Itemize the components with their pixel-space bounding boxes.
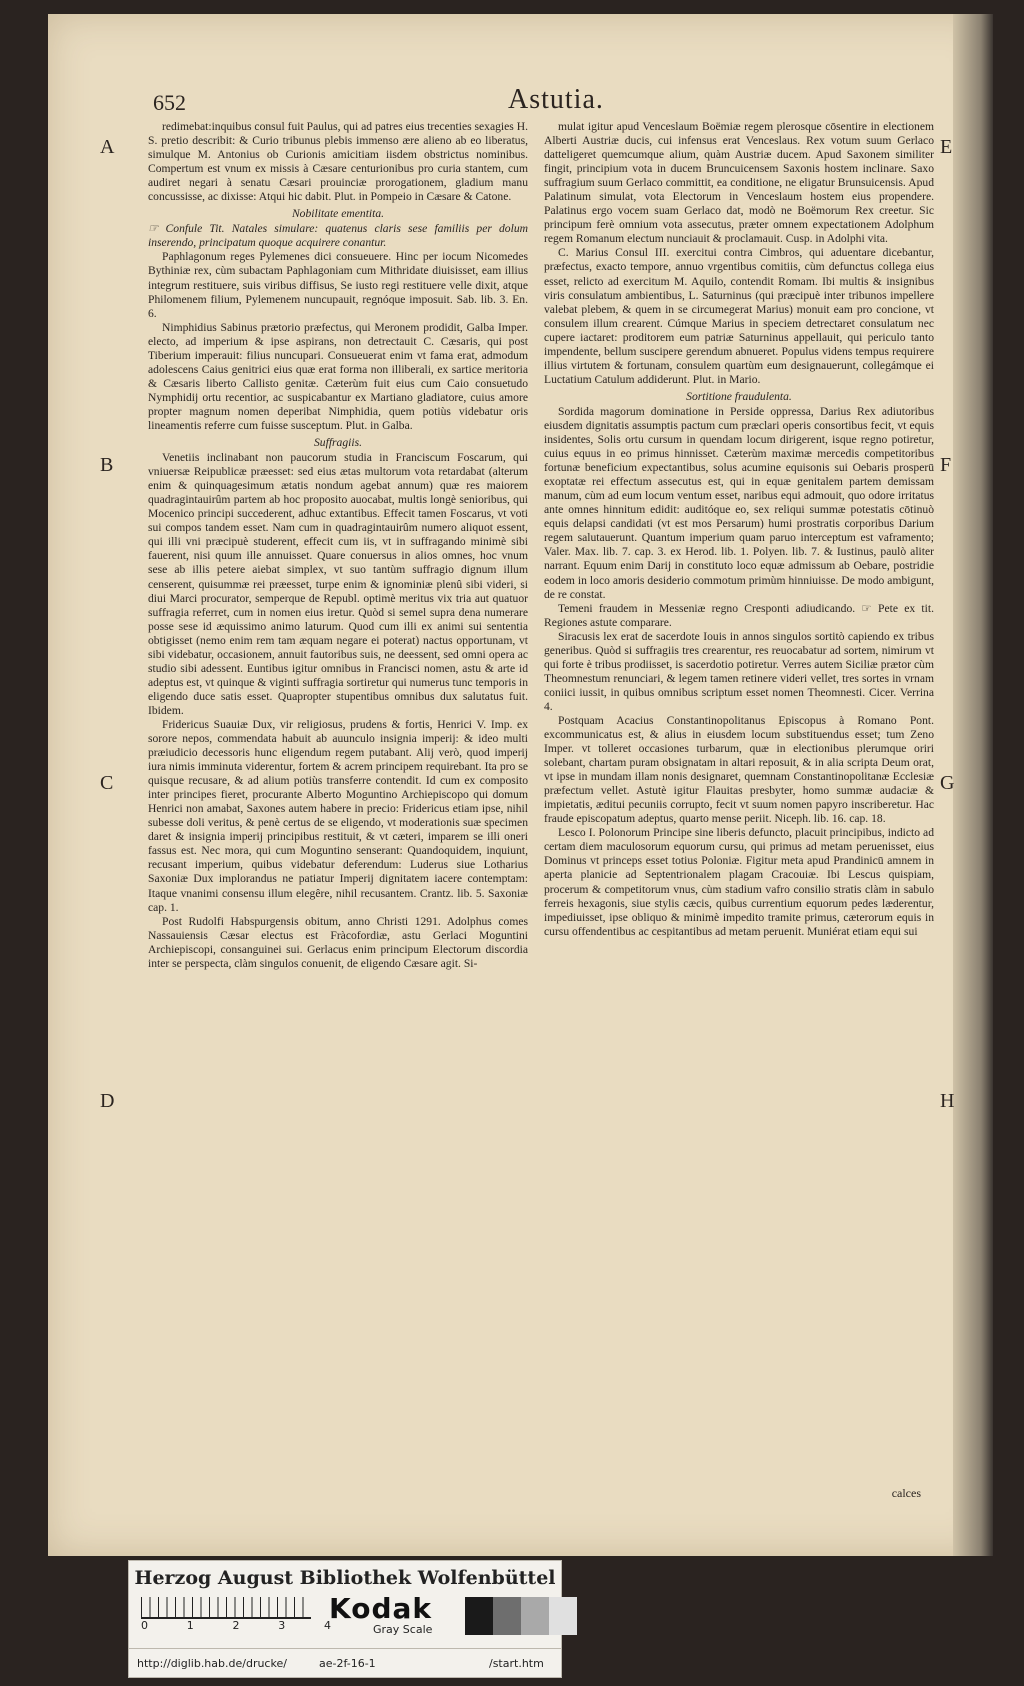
margin-letter-b: B (100, 454, 114, 476)
running-title: Astutia. (508, 84, 604, 115)
paragraph: Sordida magorum dominatione in Perside oppressa, Darius Rex adiutoribus eiusdem dignitatis assumptis pactum cum præclari operis consortibus fecit, vt equis insidentes, Solis ortu cursum in quendam locum dirigerent, isque regno potiretur, cuius equus in eo primus hinnisset. Cæterùm maximæ mercedis competitoribus fortunæ beneficium expectantibus, solus acumine equisonis sui Oebaris prosperū exoptatæ rei effectum assecutus est, qui in equæ genitalem partem demissam manum, cùm ad eum locum ventum esset, naribus equi admouit, quo odore irritatus ante omnes hinnitum edidit: auditóque eo, sex reliqui summæ potestatis cōtinuò equis delapsi candidati (vt est mos Persarum) humi prostratis corporibus Darium regem salutauerunt. Quantum imperium quam paruo interceptum est vaframento; Valer. Max. lib. 7. cap. 3. ex Herod. lib. 1. Polyen. lib. 7. & Iustinus, paulò aliter narrant. Equum enim Darij in constituto loco equæ admissum ab Oebare, postridie eodem in loco amoris desiderio commotum primùm hinniuisse. De modo ambigunt, de re constat. (544, 404, 934, 601)
paragraph: Postquam Acacius Constantinopolitanus Episcopus à Romano Pont. excommunicatus est, & alius in eiusdem locum substituendus esset; tum Zeno Imper. vt tolleret occasiones turbarum, quæ in electionibus plerumque oriri solebant, chartam puram obsignatam in altari reposuit, & in alia scripta Deum orat, vt ipse in mundam illam nonis designaret, quemnam Constantinopolitanæ Ecclesiæ præfectum vellet. Astutè igitur Flauitas presbyter, homo summæ audaciæ & impietatis, æditui pecuniis corrupto, fecit vt suum nomen papyro inscriberetur. Hac fraude episcopatum adeptus, quarto mense periit. Niceph. lib. 16. cap. 18. (544, 713, 934, 826)
catchword: calces (891, 1486, 921, 1500)
library-name: Herzog August Bibliothek Wolfenbüttel (134, 1567, 556, 1589)
paragraph: C. Marius Consul III. exercitui contra Cimbros, qui aduentare dicebantur, præfectus, exacto tempore, annuo vrgentibus comitiis, cùm defunctus collega eius esset, relicto ad exercitum M. Aquilo, contendit Romam. Ibi multis & insignibus viris consulatum ambientibus, L. Saturninus (qui præcipuè inter tribunos impellere valebat plebem, & quem in se circumegerat Marius) monuit eam pro concione, vt consulem illum crearent. Cúmque Marius in speciem detrectaret consulatum nec cupere iactaret: proditorem eum patriæ Saturninus appellauit, qui periculo tanto impendente, bellum suscipere gerendum abnueret. Populus videns tempus requirere illius virtutem & fortunam, consulem quartùm eum designauerunt, collegámque ei Luctatium Catulum addiderunt. Plut. in Mario. (544, 246, 934, 386)
margin-letter-f: F (940, 454, 952, 476)
paragraph: Fridericus Suauiæ Dux, vir religiosus, prudens & fortis, Henrici V. Imp. ex sorore nepos, commendata habuit ab auunculo insignia imperij: & ideo multi præiudicio decessoris hunc eligendum regem putabant. Alij verò, quod imperij iura nimis imminuta viderentur, fortem & acrem principem requirebant. Ita pro se quisque recusare, & ad alium potiùs transferre contendit. Id cum ex composito inter principes fieret, procurante Alberto Moguntino Archiepiscopo qui domum Henrici non amabat, Saxones autem habere in precio: Fridericus etiam ipse, nihil subesse doli veritus, & penè certus de se eligendo, vt moderationis suæ specimen daret & insignia imperij principibus restituit, & vt cæteri, imparem se illi oneri fassus est. Nec mora, qui cum Moguntino senserant: Quandoquidem, inquiunt, recusant imperium, quibus videbatur deferendum: Luderus siue Lotharius Saxoniæ Dux implorandus ne patiatur Imperij dignitatem iacere contemptam: Itaque vnanimi consensu illum elegêre, nihil recusantem. Crantz. lib. 5. Saxoniæ cap. 1. (148, 717, 528, 914)
gray-scale-patches (465, 1597, 577, 1635)
paragraph: Venetiis inclinabant non paucorum studia in Franciscum Foscarum, qui vniuersæ Reipublicæ præesset: sed eius ætas multorum vota retardabat (alterum enim & quinquagesimum ætatis nondum agebat annum) quæ res maiorem quadragintauirûm partem ab hoc proposito auocabat, multis longè senioribus, qui Mocenico principi succederent, adhuc extantibus. Effecit tamen Foscarus, vt voti sui compos tandem esset. Nam cum in quadragintauirûm numero aliquot essent, qui illi vni præcipuè studerent, effecit cum iis, vt in suffragando minimè sibi fauerent, nisi quum ille annuisset. Quare conuersus in alios omnes, hoc vnum sese ab illis petere aiebat simplex, vt suo tantùm suffragio dignum illum censerent, quisummæ rei præesset, turpe enim & ignominiæ plenû sibi videri, si diui Marci procurator, semperque de Republ. optimè meritus vix tria aut quatuor suffragia referret, cum in nomen eius iretur. Quòd si semel supra dena numerare posse sese id æquissimo animo laturum. Quod cum illi ex animi sui sententia obtigisset (nemo enim rem tam æquam negare ei poterat) nactus opportunam, vt sibi videbatur, occasionem, annuit fautoribus suis, ne deessent, sed omni opera ac studio sibi adessent. Euntibus igitur omnibus in Francisci nomen, astu & arte id adeptus est, vt quinque & viginti suffragia sortiretur qui numerus tunc temporis in eligendo duce satis esset. Quapropter stupentibus omnibus dux salutatus fuit. Ibidem. (148, 451, 528, 717)
card-footer (129, 1648, 561, 1677)
margin-letter-d: D (100, 1090, 115, 1112)
gray-patch (493, 1597, 521, 1635)
paragraph: redimebat:inquibus consul fuit Paulus, qui ad patres eius trecenties sexagies H. S. pretio describit: & Curio tribunus plebis immenso ære alieno ab eo liberatus, simulque M. Antonius ob Curionis amicitiam iisdem obstrictus nominibus. Compertum est vnum ex missis à Cæsare centurionibus pro curia stantem, cum audiret negari à senatu Cæsari prouinciæ prorogationem, gladium manu concussisse, ac dixisse: Atqui hic dabit. Plut. in Pompeio in Cæsare & Catone. (148, 120, 528, 204)
paragraph: Temeni fraudem in Messeniæ regno Cresponti adiudicando. ☞ Pete ex tit. Regiones astute comparare. (544, 601, 934, 629)
page-number: 652 (153, 90, 186, 115)
left-column (148, 120, 528, 971)
ruler-number: 0 (141, 1619, 148, 1632)
section-heading: Nobilitate ementita. (291, 207, 385, 221)
start-link: /start.htm (489, 1657, 544, 1670)
archive-url: http://diglib.hab.de/drucke/ (137, 1657, 287, 1670)
gray-scale-label: Gray Scale (373, 1623, 433, 1636)
section-heading: Suffragiis. (314, 436, 362, 450)
ruler-number: 4 (324, 1619, 331, 1632)
shelfmark: ae-2f-16-1 (319, 1657, 376, 1670)
paragraph: Nimphidius Sabinus prætorio præfectus, qui Meronem prodidit, Galba Imper. electo, ad imperium & ipse aspirans, non detrectauit C. Cæsaris, qui post Tiberium imperauit: filius nuncupari. Consueuerat enim vt fama erat, admodum adolescens Caius genitrici eius quæ erat forma non illiberali, ex sartice meritoria & Cæsaris liberto Callisto genitæ. Cæterùm fuit eius cum Caio consuetudo Nymphidij ortu recentior, ac suspicabantur ex Martiano gladiatore, cuius amore propter magnum nomen deperibat Nimphidia, quem potiùs videbatur oris lineamentis referre cum fuisse susceptum. Plut. in Galba. (148, 320, 528, 432)
scale-ruler (141, 1597, 311, 1619)
gray-patch (549, 1597, 577, 1635)
paragraph: Paphlagonum reges Pylemenes dici consueuere. Hinc per iocum Nicomedes Bythiniæ rex, cùm subactam Paphlagoniam cum Mithridate diuisisset, eam illius integrum restituere, suis viribus diffisus, Se iusto regi restituere velle dixit, atque Philomenem filium, Pylemenem nuncupauit, regnóque imposuit. Sab. lib. 3. En. 6. (148, 250, 528, 320)
margin-letter-e: E (940, 136, 953, 158)
gray-patch (465, 1597, 493, 1635)
ruler-number: 3 (278, 1619, 286, 1632)
archive-label-card (128, 1560, 562, 1678)
margin-letter-c: C (100, 772, 114, 794)
gray-patch (521, 1597, 549, 1635)
kodak-brand: Kodak (329, 1592, 432, 1625)
paragraph: Siracusis lex erat de sacerdote Iouis in annos singulos sortitò capiendo ex tribus generibus. Quòd si suffragiis tres crearentur, res reuocabatur ad sortem, nimirum vt qui forte è tribus prodiisset, is sacerdotio potiretur. Verres autem Siciliæ prætor cùm Theomnestum renunciari, & legem tamen retinere videri vellet, tres sortes in vrnam coniici iussit, in quibus omnibus scriptum esset nomen Theomnesti. Cicer. Verrina 4. (544, 629, 934, 713)
ruler-numbers (141, 1619, 331, 1632)
ruler-number: 1 (186, 1619, 194, 1632)
paragraph: mulat igitur apud Venceslaum Boëmiæ regem plerosque cōsentire in electionem Alberti Austriæ ducis, cui infensus erat Venceslaus. Rex votum suum Gerlaco datteligeret quemcumque alium, quàm Austriæ ducem. Apud Saxonem similiter fingit, principium vota in ducem Bruncuicensem Saxonis hostem inclinare. Saxo suffragium suum Gerlaco committit, ea conditione, ne eligatur Brunsuicensis. Apud Palatinum simulat, vota Electorum in Venceslaum hostem eius propendere. Palatinus ergo vocem suam Gerlaco dat, modò ne Boëmorum Rex creetur. Sic principum ferè omnium vota assecutus, præter omnem expectationem Adolphum regem Romanum electum nunciauit & proclamauit. Cusp. in Adolphi vita. (544, 120, 934, 246)
margin-letter-h: H (940, 1090, 955, 1112)
ruler-number: 2 (232, 1619, 240, 1632)
book-page (48, 14, 993, 1556)
margin-letter-g: G (940, 772, 955, 794)
margin-letter-a: A (100, 136, 115, 158)
paragraph: Lesco I. Polonorum Principe sine liberis defuncto, placuit principibus, indicto ad certam diem maculosorum equorum cursu, qui primus ad metam peruenisset, eius Dominus vt princeps esset totius Poloniæ. Figitur meta apud Prandinicū amnem in aperta planicie ad Septentrionalem plagam Cracouiæ. Ibi Lescus quispiam, procerum & competitorum vnus, cùm stadium vafro consilio stratis clàm in sabulo ferreis hexagonis, siue stylis cæcis, quibus currentium equorum pedes læderentur, impediuisset, ipse obliquo & minimè impedito tramite primus, cæterorum equis in cursu offendentibus ac cespitantibus ad metam peruenit. Muniérat etiam equi sui (544, 826, 934, 938)
cross-reference-note: ☞ Confule Tit. Natales simulare: quatenus claris sese familiis per dolum inserendo, principatum quoque acquirere conantur. (148, 222, 528, 250)
paragraph: Post Rudolfi Habspurgensis obitum, anno Christi 1291. Adolphus comes Nassauiensis Cæsar electus est Fràcofordiæ, astu Gerlaci Moguntini Archiepiscopi, consanguinei sui. Gerlacus enim principum Electorum discordia inter se perspecta, clàm singulos conuenit, de eligendo Cæsare agit. Si- (148, 914, 528, 970)
section-heading: Sortitione fraudulenta. (686, 389, 792, 403)
book-spine (953, 14, 993, 1556)
page-header (48, 74, 993, 114)
right-column (544, 120, 934, 939)
